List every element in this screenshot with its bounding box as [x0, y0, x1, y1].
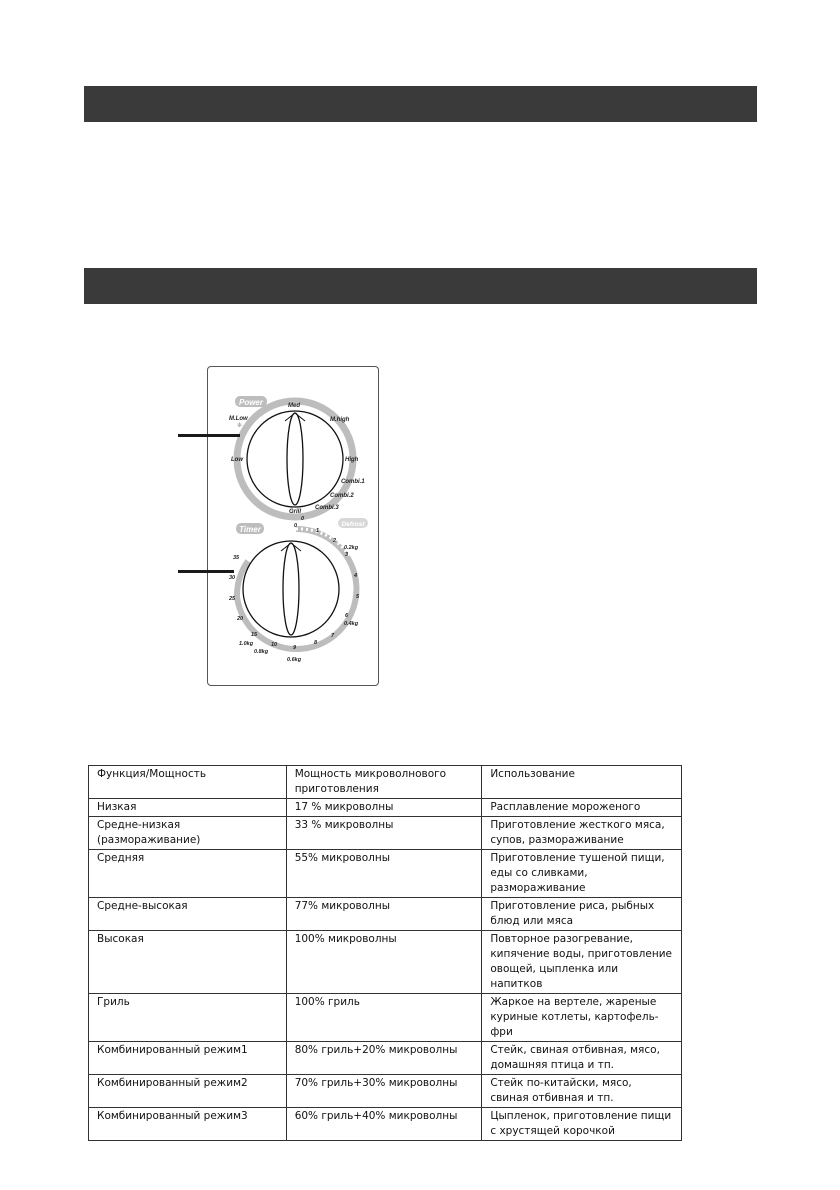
table-row	[89, 898, 682, 931]
table-row	[89, 1042, 682, 1075]
section-header-bar-2	[84, 268, 757, 304]
table-cell: 55% микроволны	[286, 850, 482, 898]
timer-label-30: 30	[229, 575, 236, 581]
timer-badge-label: Timer	[239, 525, 261, 534]
timer-label-20: 20	[237, 616, 244, 622]
timer-label-25: 25	[229, 596, 236, 602]
table-cell: Гриль	[89, 994, 287, 1042]
table-cell: Стейк, свиная отбивная, мясо, домашняя птица и тп.	[482, 1042, 682, 1075]
power-label-mhigh: M.high	[330, 417, 350, 423]
power-badge-label: Power	[238, 398, 264, 407]
power-knob-callout-line	[178, 434, 240, 437]
timer-label-9: 9	[293, 645, 297, 651]
table-cell: Стейк по-китайски, мясо, свиная отбивная и тп.	[482, 1075, 682, 1108]
timer-label-0: 0	[294, 523, 298, 529]
timer-weight-04: 0.4kg	[344, 621, 359, 627]
timer-weight-06: 0.6kg	[287, 657, 302, 663]
power-label-combi2: Combi.2	[330, 493, 354, 499]
table-row	[89, 850, 682, 898]
power-label-med: Med	[288, 403, 300, 409]
timer-knob[interactable]	[243, 541, 339, 637]
timer-label-1: 1	[316, 528, 320, 534]
timer-label-2: 2	[333, 538, 337, 544]
timer-label-8: 8	[314, 640, 318, 646]
power-label-combi3: Combi.3	[315, 505, 339, 511]
table-header-cell: Функция/Мощность	[89, 766, 287, 799]
table-cell: 17 % микроволны	[286, 799, 482, 817]
control-panel-svg	[208, 367, 380, 687]
timer-label-6: 6	[345, 613, 349, 619]
timer-label-7: 7	[331, 633, 335, 639]
table-cell: Средне-низкая (размораживание)	[89, 817, 287, 850]
table-row	[89, 1108, 682, 1141]
timer-weight-02: 0.2kg	[344, 545, 359, 551]
control-panel-diagram	[207, 366, 379, 686]
timer-label-4: 4	[354, 573, 358, 579]
table-cell: Комбинированный режим1	[89, 1042, 287, 1075]
table-row	[89, 817, 682, 850]
table-row	[89, 994, 682, 1042]
table-cell: Жаркое на вертеле, жареные куриные котлеты, картофель-фри	[482, 994, 682, 1042]
power-label-mlow: M.Low	[229, 416, 248, 422]
table-cell: Высокая	[89, 931, 287, 994]
timer-label-15: 15	[251, 632, 258, 638]
section-header-bar-1	[84, 86, 757, 122]
table-cell: Низкая	[89, 799, 287, 817]
table-row	[89, 931, 682, 994]
table-cell: 100% микроволны	[286, 931, 482, 994]
timer-label-0-top: 0	[301, 516, 305, 522]
table-cell: Комбинированный режим3	[89, 1108, 287, 1141]
timer-weight-08: 0.8kg	[254, 649, 269, 655]
table-cell: Комбинированный режим2	[89, 1075, 287, 1108]
timer-label-35: 35	[233, 555, 240, 561]
table-cell: Приготовление риса, рыбных блюд или мяса	[482, 898, 682, 931]
timer-label-3: 3	[345, 552, 349, 558]
timer-knob-callout-line	[178, 570, 234, 573]
power-label-grill: Grill	[289, 509, 302, 515]
table-cell: Средняя	[89, 850, 287, 898]
table-cell: 60% гриль+40% микроволны	[286, 1108, 482, 1141]
table-header-cell: Использование	[482, 766, 682, 799]
table-header-row	[89, 766, 682, 799]
table-cell: Цыпленок, приготовление пищи с хрустящей корочкой	[482, 1108, 682, 1141]
table-cell: Приготовление тушеной пищи, еды со сливками, размораживание	[482, 850, 682, 898]
table-cell: Приготовление жесткого мяса, супов, размораживание	[482, 817, 682, 850]
table-cell: Расплавление мороженого	[482, 799, 682, 817]
table-cell: Повторное разогревание, кипячение воды, приготовление овощей, цыпленка или напитков	[482, 931, 682, 994]
table-cell: Средне-высокая	[89, 898, 287, 931]
power-label-high: High	[345, 457, 359, 463]
power-label-combi1: Combi.1	[341, 479, 365, 485]
table-row	[89, 799, 682, 817]
table-cell: 70% гриль+30% микроволны	[286, 1075, 482, 1108]
table-cell: 77% микроволны	[286, 898, 482, 931]
power-label-low: Low	[231, 457, 243, 463]
power-functions-table	[88, 765, 682, 1141]
table-header-cell: Мощность микроволнового приготовления	[286, 766, 482, 799]
table-cell: 80% гриль+20% микроволны	[286, 1042, 482, 1075]
timer-label-5: 5	[356, 594, 360, 600]
timer-label-10: 10	[271, 642, 278, 648]
table-row	[89, 1075, 682, 1108]
timer-weight-10: 1.0kg	[239, 641, 254, 647]
table-cell: 100% гриль	[286, 994, 482, 1042]
power-knob[interactable]	[247, 411, 343, 507]
defrost-badge-label: Defrost	[341, 521, 365, 528]
defrost-snowflake-icon: ✻	[237, 422, 243, 429]
table-cell: 33 % микроволны	[286, 817, 482, 850]
